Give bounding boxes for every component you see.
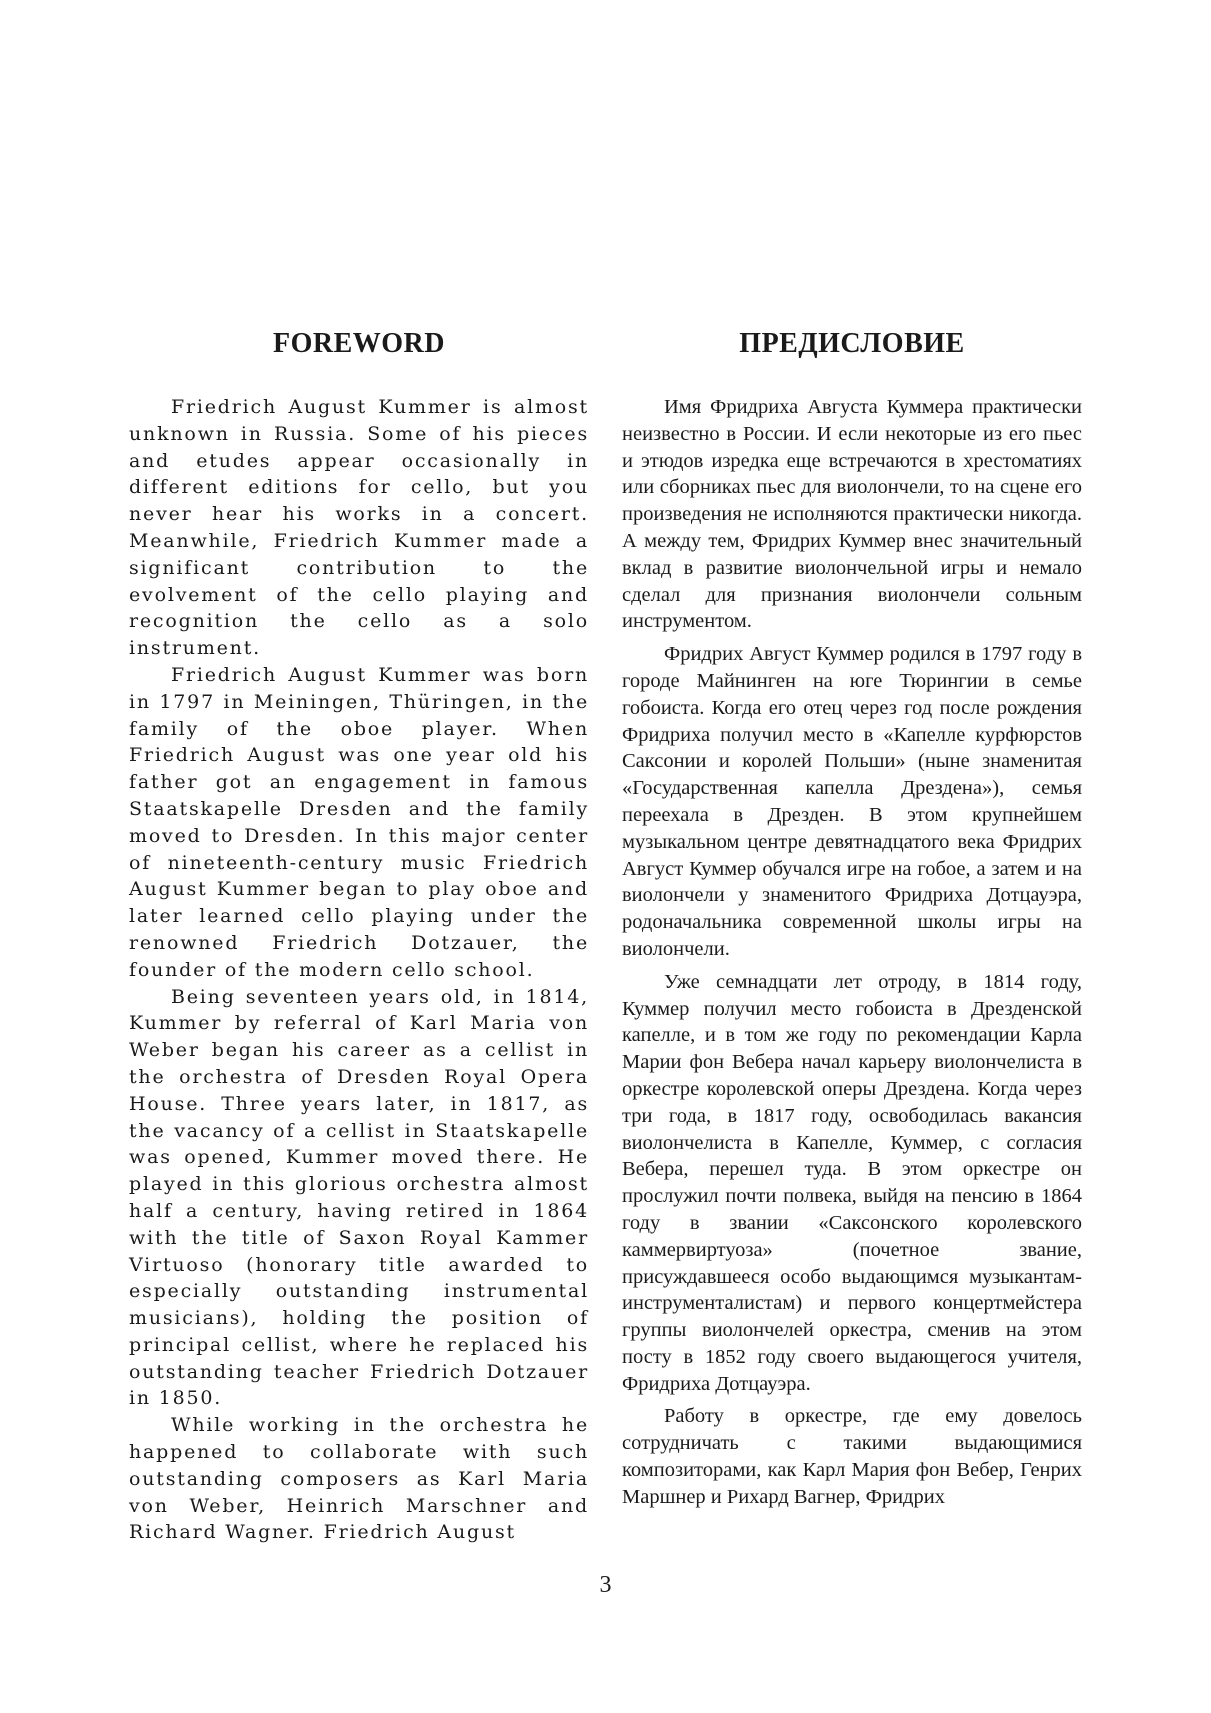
- english-paragraph-1: Friedrich August Kummer is almost unknown in Russia. Some of his pieces and etudes appear occasionally in different editions for cello, but you never hear his works in a concert. Meanwhile, Friedrich Kummer made a significant contribution to the evolvement of the cello playing and recognition the cello as a solo instrument.: [129, 396, 589, 660]
- english-paragraph-2: Friedrich August Kummer was born in 1797 in Meiningen, Thüringen, in the family of the oboe player. When Friedrich August was one year old his father got an engagement in famous Staatskapelle Dresden and the family moved to Dresden. In this major center of nineteenth-century music Friedrich August Kummer began to play oboe and later learned cello playing under the renowned Friedrich Dotzauer, the founder of the modern cello school.: [129, 663, 589, 981]
- page-number: 3: [599, 1572, 612, 1598]
- russian-paragraph-4: Работу в оркестре, где ему довелось сотрудничать с такими выдающимися композиторами, как Карл Мария фон Вебер, Генрих Маршнер и Рихард Вагнер, Фридрих: [622, 1405, 1082, 1508]
- english-paragraph-4: While working in the orchestra he happened to collaborate with such outstanding composers as Karl Maria von Weber, Heinrich Marschner and Richard Wagner. Friedrich August: [129, 1414, 589, 1544]
- russian-paragraph-1: Имя Фридриха Августа Куммера практически неизвестно в России. И если некоторые из его пьес и этюдов изредка еще встречаются в хрестоматиях или сборниках пьес для виолончели, то на сцене его произведения не исполняются практически никогда. А между тем, Фридрих Куммер внес значительный вклад в развитие виолончельной игры и немало сделал для признания виолончели сольным инструментом.: [622, 396, 1082, 633]
- russian-heading: ПРЕДИСЛОВИЕ: [739, 328, 965, 359]
- russian-paragraph-3: Уже семнадцати лет отроду, в 1814 году, Куммер получил место гобоиста в Дрезденской капелле, и в том же году по рекомендации Карла Марии фон Вебера начал карьеру виолончелиста в оркестре королевской оперы Дрездена. Когда через три года, в 1817 году, освободилась вакансия виолончелиста в Капелле, Куммер, с согласия Вебера, перешел туда. В этом оркестре он прослужил почти полвека, выйдя на пенсию в 1864 году в звании «Саксонского королевского каммервиртуоза» (почетное звание, присуждавшееся особо выдающимся музыкантам-инструменталистам) и первого концертмейстера группы виолончелей оркестра, сменив на этом посту в 1852 году своего выдающегося учителя, Фридриха Дотцауэра.: [622, 970, 1082, 1395]
- english-column: [129, 328, 589, 1546]
- english-paragraph-3: Being seventeen years old, in 1814, Kummer by referral of Karl Maria von Weber began his career as a cellist in the orchestra of Dresden Royal Opera House. Three years later, in 1817, as the vacancy of a cellist in Staatskapelle was opened, Kummer moved there. He played in this glorious orchestra almost half a century, having retired in 1864 with the title of Saxon Royal Kammer Virtuoso (honorary title awarded to especially outstanding instrumental musicians), holding the position of principal cellist, where he replaced his outstanding teacher Friedrich Dotzauer in 1850.: [129, 985, 589, 1410]
- english-heading: FOREWORD: [273, 328, 445, 359]
- russian-paragraph-2: Фридрих Август Куммер родился в 1797 году в городе Майнинген на юге Тюрингии в семье гобоиста. Когда его отец через год после рождения Фридриха получил место в «Капелле курфюрстов Саксонии и королей Польши» (ныне знаменитая «Государственная капелла Дрездена»), семья переехала в Дрезден. В этом крупнейшем музыкальном центре девятнадцатого века Фридрих Август Куммер обучался игре на гобое, а затем и на виолончели у знаменитого Фридриха Дотцауэра, родоначальника современной школы игры на виолончели.: [622, 643, 1082, 960]
- russian-column: [622, 328, 1082, 1517]
